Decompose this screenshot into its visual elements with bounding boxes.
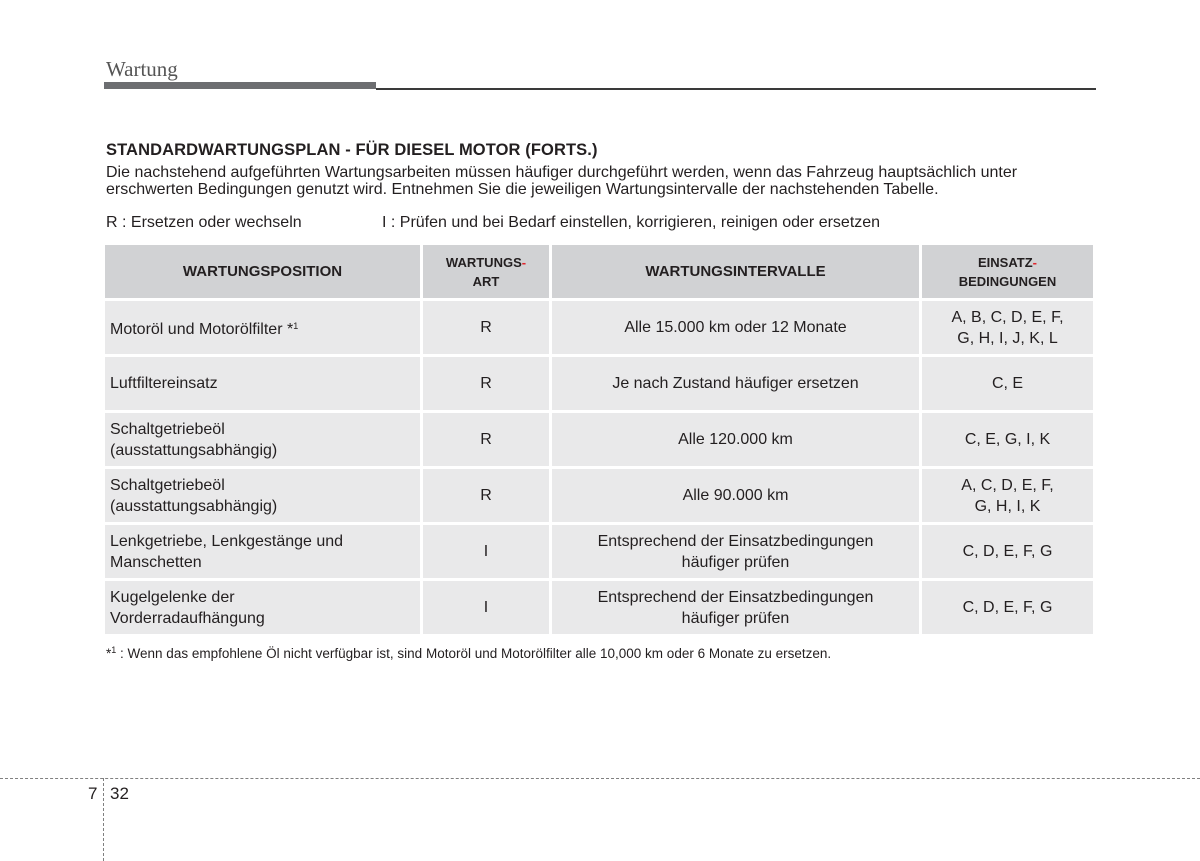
cell-position <box>105 525 420 578</box>
table-row <box>105 581 1093 634</box>
cell-position: Luftfiltereinsatz <box>105 357 420 410</box>
footer-divider-horizontal <box>0 778 1200 779</box>
header-rule-thick <box>104 82 376 89</box>
cell-bedingungen <box>922 301 1093 354</box>
header-bed-hyphen: - <box>1032 254 1037 270</box>
position-line1: Motoröl und Motorölfilter * <box>110 320 294 338</box>
cell-bedingungen <box>922 469 1093 522</box>
position-line1: Schaltgetriebeöl <box>110 420 225 438</box>
legend-i: I : Prüfen und bei Bedarf einstellen, korrigieren, reinigen oder ersetzen <box>382 214 881 231</box>
cell-art: R <box>423 413 549 466</box>
intro-line-2: erschwerten Bedingungen genutzt wird. Entnehmen Sie die jeweiligen Wartungsintervalle der nachstehenden Tabelle. <box>106 181 939 198</box>
position-line1: Schaltgetriebeöl <box>110 476 225 494</box>
cell-position <box>105 581 420 634</box>
maintenance-table <box>102 242 1096 637</box>
header-bedingungen <box>922 245 1093 298</box>
intervall-line2: häufiger prüfen <box>681 553 790 571</box>
cell-position <box>105 413 420 466</box>
bed-line2: G, H, I, J, K, L <box>957 329 1058 347</box>
cell-intervall <box>552 581 919 634</box>
intro-text <box>106 164 1106 198</box>
cell-bedingungen: C, E, G, I, K <box>922 413 1093 466</box>
cell-bedingungen: C, D, E, F, G <box>922 581 1093 634</box>
footnote-marker: 1 <box>293 320 299 331</box>
cell-art: R <box>423 469 549 522</box>
cell-intervall <box>552 525 919 578</box>
bed-line1: A, C, D, E, F, <box>961 476 1054 494</box>
page-number: 32 <box>110 784 129 803</box>
position-line2: (ausstattungsabhängig) <box>110 441 278 459</box>
header-bed-line2: BEDINGUNGEN <box>958 273 1057 289</box>
footnote-star: * <box>106 646 112 661</box>
cell-intervall: Alle 15.000 km oder 12 Monate <box>552 301 919 354</box>
position-line1: Kugelgelenke der <box>110 588 235 606</box>
cell-art: R <box>423 357 549 410</box>
chapter-title: Wartung <box>106 57 178 81</box>
header-bed-line1: EINSATZ <box>978 254 1033 270</box>
table-row <box>105 413 1093 466</box>
intervall-line1: Entsprechend der Einsatzbedingungen <box>597 532 874 550</box>
intervall-line1: Entsprechend der Einsatzbedingungen <box>597 588 874 606</box>
header-art-line1: WARTUNGS <box>445 254 522 270</box>
footnote <box>106 645 831 661</box>
footnote-text: : Wenn das empfohlene Öl nicht verfügbar ist, sind Motoröl und Motorölfilter alle 10,000 km oder 6 Monate zu ersetzen. <box>116 646 832 661</box>
cell-intervall: Je nach Zustand häufiger ersetzen <box>552 357 919 410</box>
header-rule-thin <box>376 88 1096 90</box>
cell-art: R <box>423 301 549 354</box>
cell-position <box>105 469 420 522</box>
cell-art: I <box>423 525 549 578</box>
chapter-number: 7 <box>88 784 98 803</box>
section-title: STANDARDWARTUNGSPLAN - FÜR DIESEL MOTOR (FORTS.) <box>106 141 598 159</box>
position-line2: (ausstattungsabhängig) <box>110 497 278 515</box>
cell-bedingungen: C, E <box>922 357 1093 410</box>
intro-line-1: Die nachstehend aufgeführten Wartungsarbeiten müssen häufiger durchgeführt werden, wenn das Fahrzeug hauptsächlich unter <box>106 164 1018 181</box>
position-line2: Vorderradaufhängung <box>110 609 265 627</box>
bed-line2: G, H, I, K <box>974 497 1041 515</box>
header-position: WARTUNGSPOSITION <box>105 245 420 298</box>
intervall-line2: häufiger prüfen <box>681 609 790 627</box>
position-line1: Lenkgetriebe, Lenkgestänge und <box>110 532 344 550</box>
bed-line1: A, B, C, D, E, F, <box>951 308 1064 326</box>
header-art-hyphen: - <box>521 254 527 270</box>
cell-position <box>105 301 420 354</box>
footnote-sup: 1 <box>111 645 117 655</box>
position-line2: Manschetten <box>110 553 202 571</box>
header-intervalle: WARTUNGSINTERVALLE <box>552 245 919 298</box>
cell-intervall: Alle 90.000 km <box>552 469 919 522</box>
legend-r: R : Ersetzen oder wechseln <box>106 214 302 231</box>
table-header-row <box>105 245 1093 298</box>
table-row <box>105 469 1093 522</box>
header-art <box>423 245 549 298</box>
footer-divider-vertical <box>103 778 104 861</box>
header-art-line2: ART <box>472 273 500 289</box>
table-row <box>105 357 1093 410</box>
cell-bedingungen: C, D, E, F, G <box>922 525 1093 578</box>
cell-art: I <box>423 581 549 634</box>
cell-intervall: Alle 120.000 km <box>552 413 919 466</box>
table-row <box>105 525 1093 578</box>
table-row <box>105 301 1093 354</box>
